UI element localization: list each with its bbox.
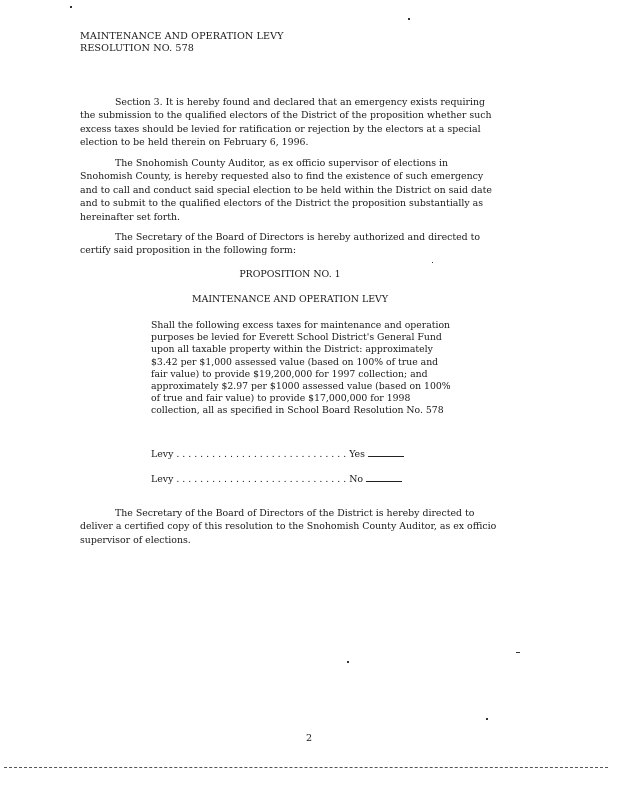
vote-yes-label: Levy . . . . . . . . . . . . . . . . . . . . . . . . . . . . . Yes — [151, 449, 365, 460]
ballot-text: Shall the following excess taxes for maintenance and operation purposes be levied for Everett School District's General Fund upon all taxable property within the District: approximately $3.42 per $1,000 assessed value (based on 100% of true and fair value) to provide $19,200,000 for 1997 collection; and approximately $2.97 per $1000 assessed value (based on 100% of true and fair value) to provide $17,000,000 for 1998 collection, all as specified in School Board Resolution No. 578 — [151, 320, 451, 417]
vote-yes-line — [151, 448, 404, 461]
scan-speck — [486, 718, 488, 720]
proposition-number: PROPOSITION NO. 1 — [239, 269, 341, 280]
scan-speck — [516, 652, 520, 653]
closing-paragraph: The Secretary of the Board of Directors of the District is hereby directed to deliver a certified copy of this resolution to the Snohomish County Auditor, as ex officio supervisor of elections. — [80, 508, 497, 546]
scan-speck — [408, 18, 410, 20]
scan-speck — [432, 262, 433, 263]
scan-speck — [70, 6, 72, 8]
vote-no-label: Levy . . . . . . . . . . . . . . . . . . . . . . . . . . . . . No — [151, 474, 364, 485]
document-header — [80, 31, 284, 55]
proposition-title: MAINTENANCE AND OPERATION LEVY — [191, 294, 389, 305]
vote-no-line — [151, 473, 402, 486]
header-title: MAINTENANCE AND OPERATION LEVY — [80, 31, 284, 42]
scan-edge-rule — [4, 767, 608, 768]
certify-paragraph: The Secretary of the Board of Directors is hereby authorized and directed to certify said proposition in the following form: — [80, 232, 481, 257]
vote-no-blank — [366, 473, 402, 482]
vote-yes-blank — [368, 448, 404, 457]
header-resolution-number: RESOLUTION NO. 578 — [80, 43, 195, 54]
auditor-paragraph: The Snohomish County Auditor, as ex officio supervisor of elections in Snohomish County, is hereby requested also to find the existence of such emergency and to call and conduct said special election to be held within the District on said date and to submit to the qualified electors of the District the proposition substantially as hereinafter set forth. — [80, 158, 492, 223]
scan-speck — [347, 661, 349, 663]
page-number: 2 — [305, 733, 313, 744]
section-3-paragraph: Section 3. It is hereby found and declared that an emergency exists requiring the submission to the qualified electors of the District of the proposition whether such excess taxes should be levied for ratification or rejection by the electors at a special election to be held therein on February 6, 1996. — [80, 97, 492, 149]
